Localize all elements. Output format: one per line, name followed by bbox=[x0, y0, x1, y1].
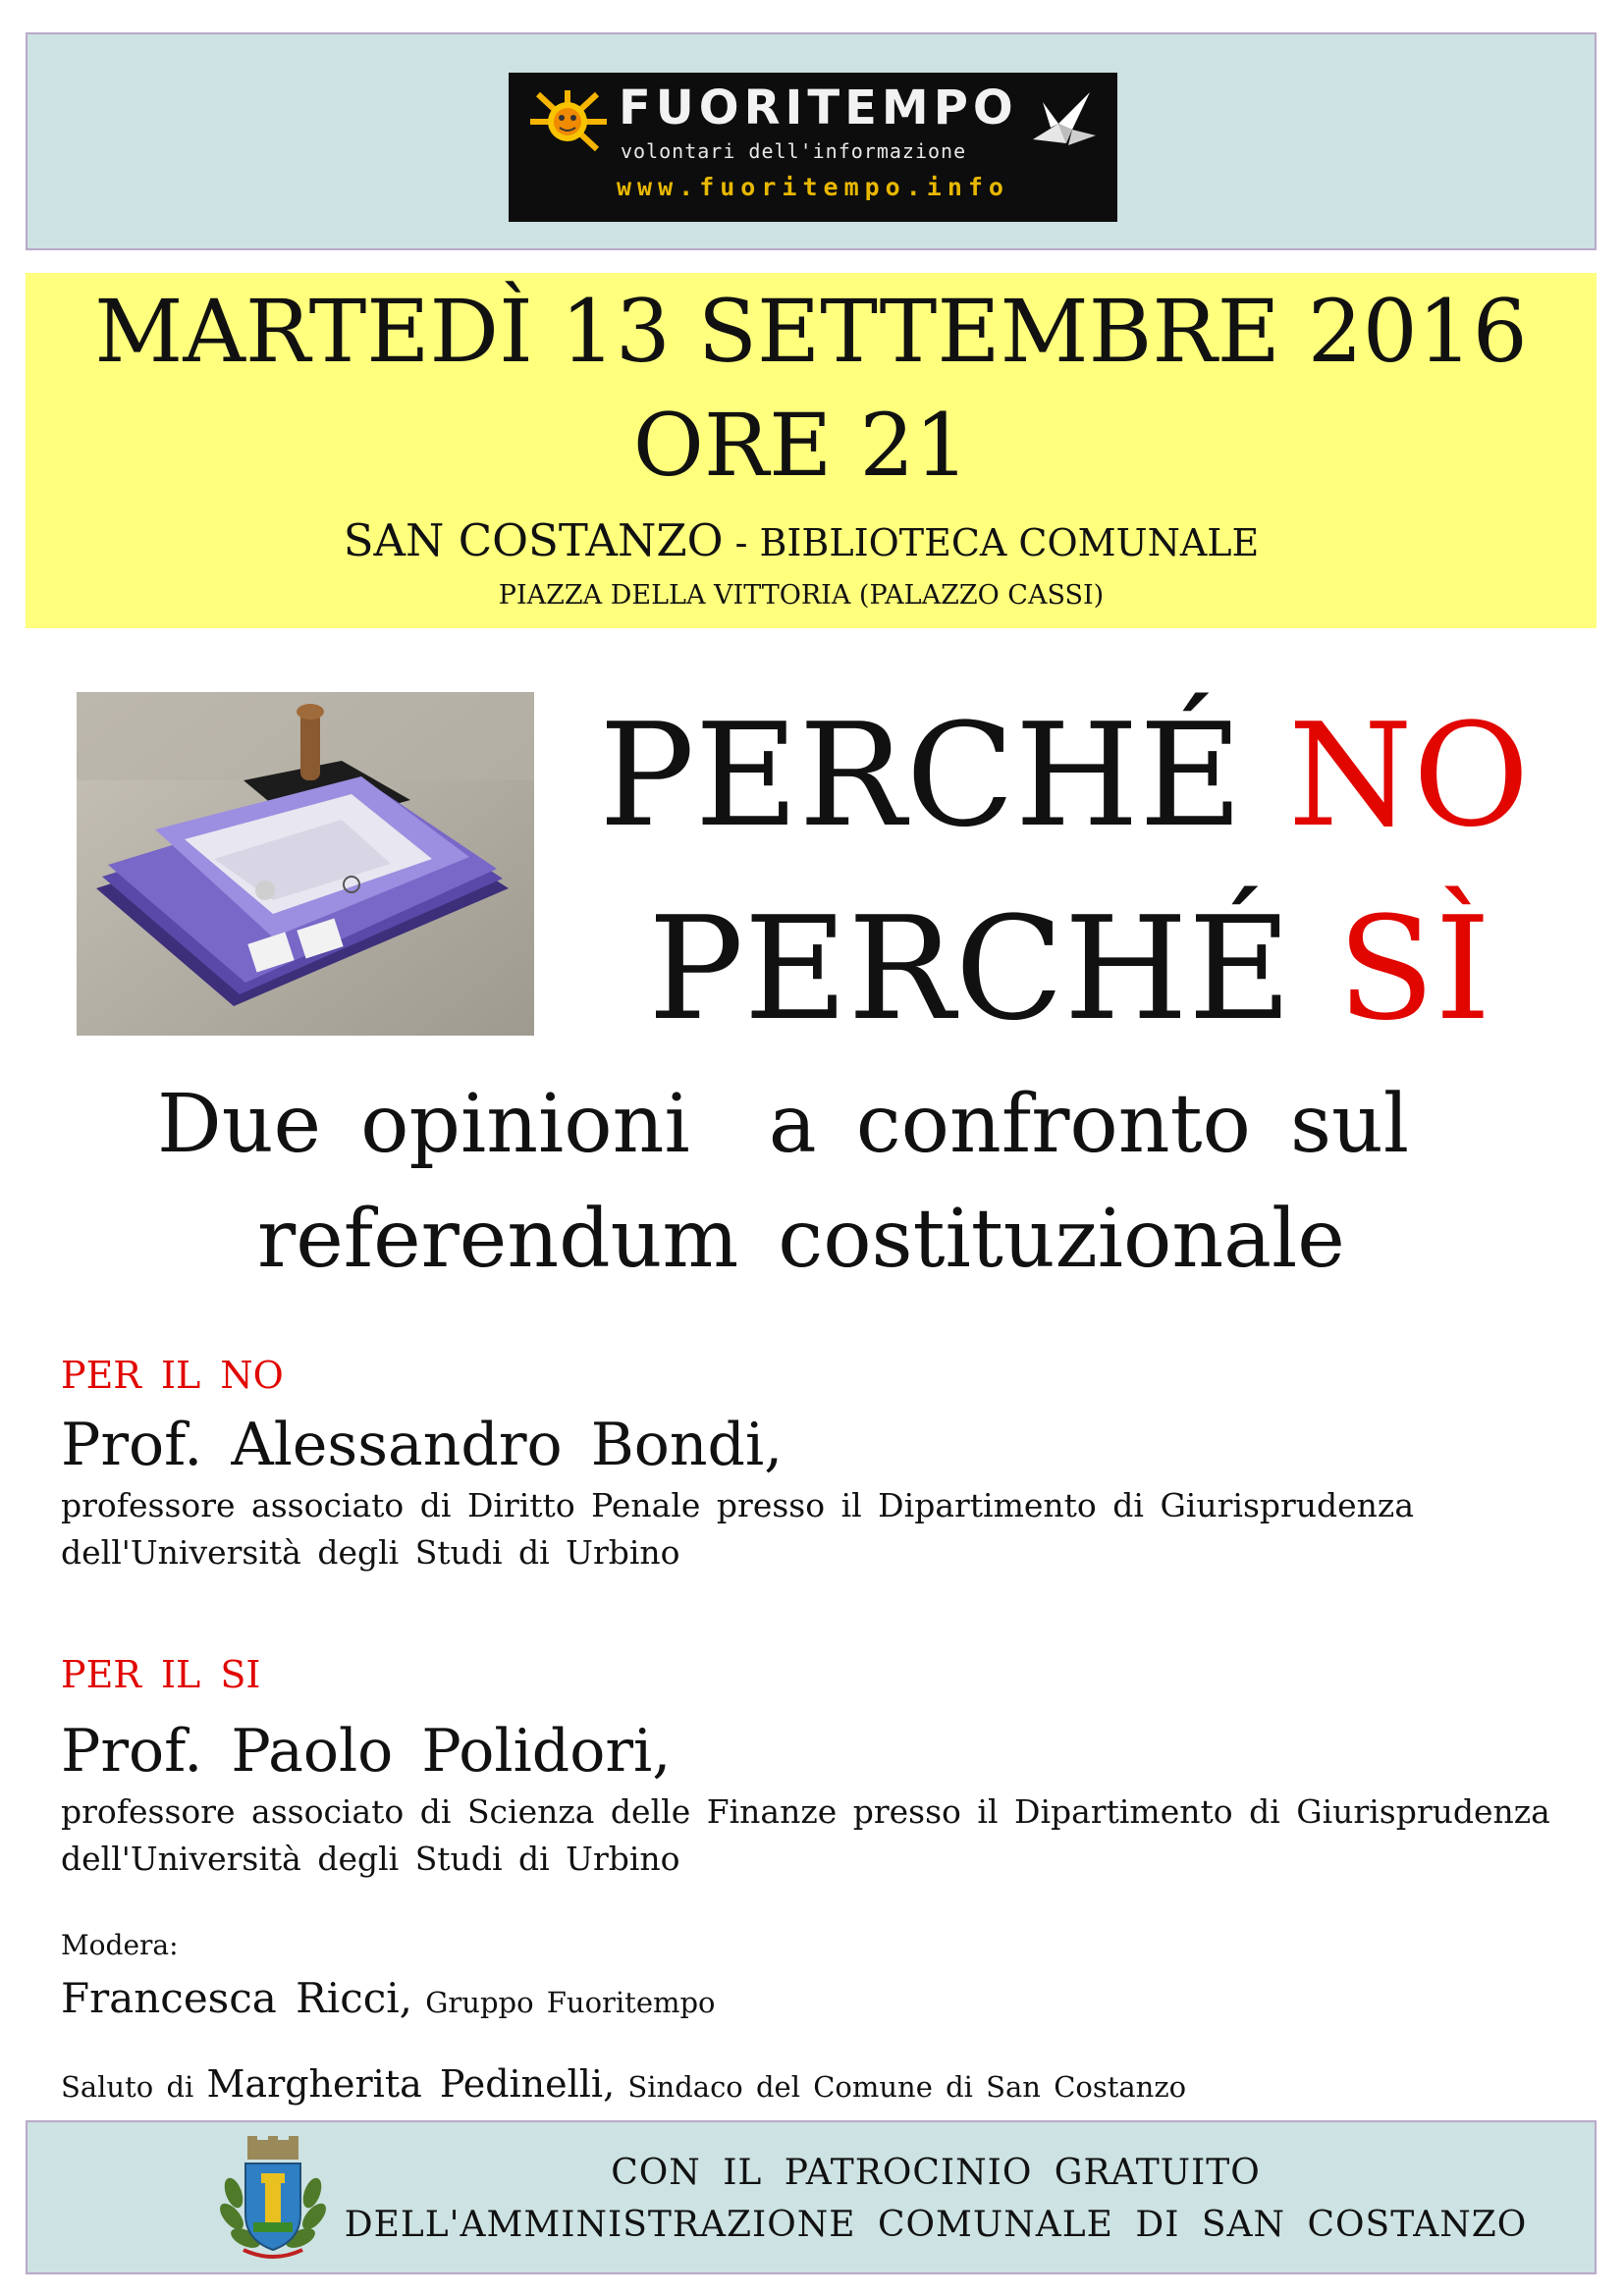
paper-crane-icon bbox=[1029, 84, 1100, 155]
greeting-line bbox=[61, 2062, 1187, 2106]
ballot-photo bbox=[77, 692, 534, 1036]
moderator-line bbox=[61, 1974, 716, 2022]
patronage-banner bbox=[26, 2120, 1597, 2274]
logo-tagline: volontari dell'informazione bbox=[621, 139, 967, 163]
headline-no-word: NO bbox=[1287, 693, 1530, 859]
event-venue bbox=[16, 514, 1587, 566]
municipal-crest-icon bbox=[214, 2134, 332, 2264]
event-address: PIAZZA DELLA VITTORIA (PALAZZO CASSI) bbox=[498, 580, 1105, 611]
greeting-name: Margherita Pedinelli, bbox=[206, 2062, 616, 2106]
headline-no bbox=[599, 693, 1530, 859]
subtitle-line-1: Due opinioni a confronto sul bbox=[157, 1078, 1410, 1171]
moderator-role: Gruppo Fuoritempo bbox=[412, 1986, 716, 2019]
event-time: ORE 21 bbox=[632, 395, 970, 496]
patronage-line-2: DELL'AMMINISTRAZIONE COMUNALE DI SAN COSTANZO bbox=[344, 2205, 1528, 2245]
speaker-si-affiliation: dell'Università degli Studi di Urbino bbox=[61, 1840, 680, 1878]
moderator-label: Modera: bbox=[61, 1929, 179, 1961]
logo-name: FUORITEMPO bbox=[619, 80, 1018, 135]
event-date: MARTEDÌ 13 SETTEMBRE 2016 bbox=[94, 281, 1528, 382]
label-per-il-si: PER IL SI bbox=[61, 1653, 261, 1696]
label-per-il-no: PER IL NO bbox=[61, 1354, 284, 1397]
headline-si bbox=[648, 886, 1491, 1052]
headline-no-prefix: PERCHÉ bbox=[599, 693, 1243, 859]
moderator-name: Francesca Ricci, bbox=[61, 1974, 413, 2022]
speaker-no-description: professore associato di Diritto Penale presso il Dipartimento di Giurisprudenza bbox=[61, 1486, 1414, 1524]
date-venue-block bbox=[26, 273, 1597, 628]
speaker-si-description: professore associato di Scienza delle Finanze presso il Dipartimento di Giurisprudenza bbox=[61, 1792, 1550, 1831]
fuoritempo-logo[interactable] bbox=[509, 73, 1117, 222]
sun-icon bbox=[528, 88, 609, 155]
speaker-no-affiliation: dell'Università degli Studi di Urbino bbox=[61, 1533, 680, 1572]
venue-building: - BIBLIOTECA COMUNALE bbox=[723, 521, 1260, 564]
greeting-prefix: Saluto di bbox=[61, 2070, 207, 2104]
speaker-si-name: Prof. Paolo Polidori, bbox=[61, 1717, 672, 1786]
greeting-role: Sindaco del Comune di San Costanzo bbox=[615, 2070, 1187, 2104]
subtitle-line-2: referendum costituzionale bbox=[257, 1193, 1345, 1286]
venue-town: SAN COSTANZO bbox=[343, 514, 724, 566]
patronage-line-1: CON IL PATROCINIO GRATUITO bbox=[611, 2153, 1261, 2193]
logo-url[interactable]: www.fuoritempo.info bbox=[617, 173, 1009, 201]
headline-si-prefix: PERCHÉ bbox=[648, 886, 1292, 1052]
headline-si-word: SÌ bbox=[1336, 886, 1491, 1052]
speaker-no-name: Prof. Alessandro Bondi, bbox=[61, 1411, 784, 1479]
